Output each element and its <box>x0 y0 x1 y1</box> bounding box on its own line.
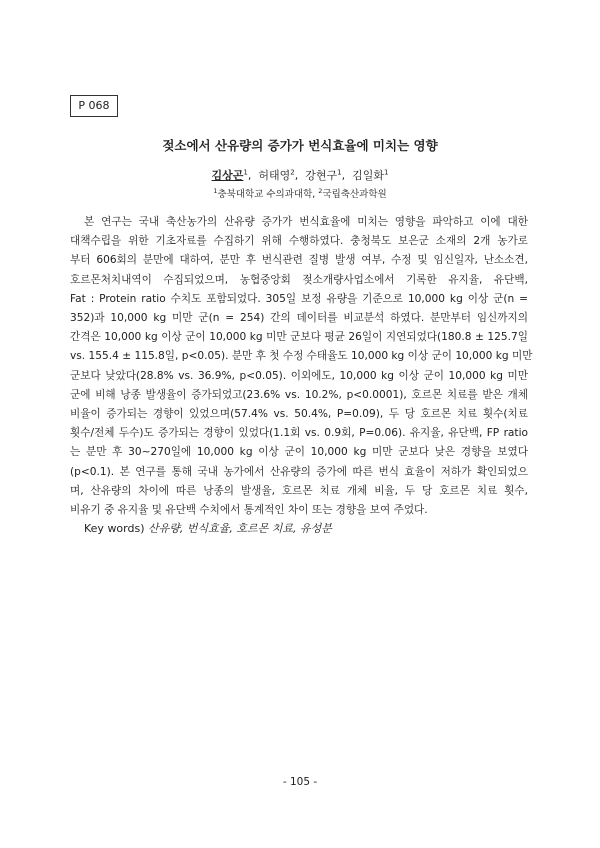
page-number: - 105 - <box>282 776 318 788</box>
author-3: 강현구 <box>305 169 338 182</box>
abstract-line: 며, 산유량의 차이에 따른 낭종의 발생율, 호르몬 치료 개체 비율, 두 당 호르몬 치료 횟수, <box>70 484 528 497</box>
author-3-sup: 1 <box>337 168 342 177</box>
paper-title: 젖소에서 산유량의 증가가 번식효율에 미치는 영향 <box>162 138 438 153</box>
author-4: 김일화 <box>352 169 384 182</box>
affil-2-sup: 2 <box>318 186 323 195</box>
abstract-line: 본 연구는 국내 축산농가의 산유량 증가가 번식효율에 미치는 영향을 파악하고 이에 대한 <box>84 216 528 228</box>
abstract-line: 간격은 10,000 kg 이상 군이 10,000 kg 미만 군보다 평균 26일이 지연되었다(180.8 ± 125.7일 <box>70 331 528 344</box>
author-list: 김상곤$^1$, 허태영$^2$, 강현구$^1$, 김일화$^1$ <box>211 168 389 182</box>
abstract-line: 비율이 증가되는 경향이 있었으며(57.4% vs. 50.4%, P=0.09), 두 당 호르몬 치료 횟수(치료 <box>70 408 528 421</box>
affil-1-sup: 1 <box>213 186 218 195</box>
author-2-sup: 2 <box>290 168 295 177</box>
affil-2: 국립축산과학원 <box>322 189 387 200</box>
author-1-sup: 1 <box>243 168 248 177</box>
abstract-line: vs. 155.4 ± 115.8일, p<0.05). 분만 후 첫 수정 수태율도 10,000 kg 이상 군이 10,000 kg 미만 <box>70 350 533 363</box>
abstract-line: 부터 606회의 분만에 대하여, 분만 후 번식관련 질병 발생 여부, 수정 및 임신일자, 난소소견, <box>70 254 528 267</box>
abstract-line: 는 분만 후 30∼270일에 10,000 kg 이상 군이 10,000 kg 미만 군보다 낮은 경향을 보였다 <box>70 446 528 459</box>
abstract-line: 352)과 10,000 kg 미만 군(n = 254) 간의 데이터를 비교분석 하였다. 분만부터 임신까지의 <box>70 312 528 325</box>
abstract-line: 대책수립을 위한 기초자료를 수집하기 위해 수행하였다. 충청북도 보은군 소재의 2개 농가로 <box>70 235 528 248</box>
author-1: 김상곤 <box>211 169 244 182</box>
abstract-code-box: P 068 <box>70 95 118 117</box>
abstract-line: 횟수/전체 두수)도 증가되는 경향이 있었다(1.1회 vs. 0.9회, P=0.06). 유지율, 유단백, FP ratio <box>70 427 528 440</box>
author-4-sup: 1 <box>384 168 389 177</box>
author-2: 허태영 <box>258 169 291 182</box>
keywords-values: 산유량, 번식효율, 호르몬 치료, 유성분 <box>148 522 332 535</box>
abstract-line: Fat : Protein ratio 수치도 포함되었다. 305일 보정 유량을 기준으로 10,000 kg 이상 군(n = <box>70 292 528 305</box>
abstract-line: 군보다 낮았다(28.8% vs. 36.9%, p<0.05). 이외에도, 10,000 kg 이상 군이 10,000 kg 미만 <box>70 369 528 382</box>
keywords <box>84 520 332 536</box>
abstract-line: 비유기 중 유지율 및 유단백 수치에서 통계적인 차이 또는 경향을 보여 주었다. <box>70 504 428 517</box>
abstract-body <box>70 213 533 520</box>
abstract-line: 군에 비해 낭종 발생율이 증가되었고(23.6% vs. 10.2%, p<0.0001), 호르몬 치료를 받은 개체 <box>70 388 528 401</box>
abstract-line: (p<0.1). 본 연구를 통해 국내 농가에서 산유량의 증가에 따른 번식 효율이 저하가 확인되었으 <box>70 465 528 478</box>
keywords-label: Key words) <box>84 522 148 535</box>
affiliations <box>0 186 600 200</box>
affil-1: 충북대학교 수의과대학, <box>217 189 319 200</box>
abstract-line: 호르몬처치내역이 수집되었으며, 농협중앙회 젖소개량사업소에서 기록한 유지율, 유단백, <box>70 273 528 286</box>
